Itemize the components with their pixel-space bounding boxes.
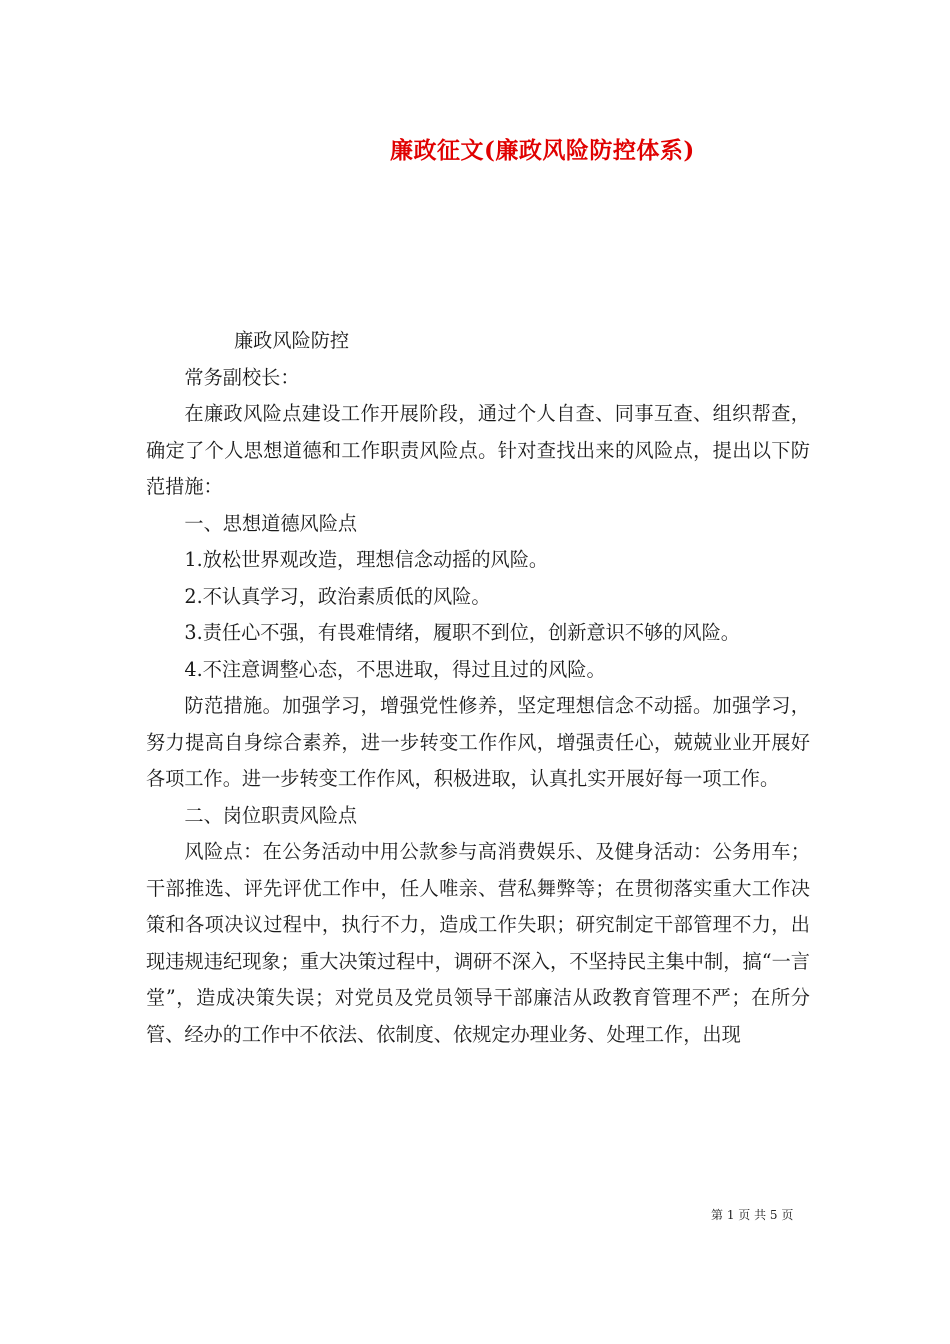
subheading: 廉政风险防控: [234, 329, 350, 352]
page-footer: 第 1 页 共 5 页: [711, 1208, 794, 1222]
list-item: 1.放松世界观改造，理想信念动摇的风险。: [184, 548, 549, 571]
paragraph: 在廉政风险点建设工作开展阶段，通过个人自查、同事互查、组织帮查，确定了个人思想道德和工作职责风险点。针对查找出来的风险点，提出以下防范措施：: [146, 402, 810, 498]
paragraph: 防范措施。加强学习，增强党性修养，坚定理想信念不动摇。加强学习，努力提高自身综合素养，进一步转变工作作风，增强责任心，兢兢业业开展好各项工作。进一步转变工作作风，积极进取，认真扎实开展好每一项工作。: [146, 694, 810, 790]
list-item: 2.不认真学习，政治素质低的风险。: [184, 584, 491, 608]
list-item: 3.责任心不强，有畏难情绪，履职不到位，创新意识不够的风险。: [184, 621, 740, 644]
document-body: [146, 323, 810, 1053]
paragraph: 常务副校长：: [184, 365, 300, 389]
document-title: 廉政征文(廉政风险防控体系): [390, 137, 695, 164]
paragraph: 风险点：在公务活动中用公款参与高消费娱乐、及健身活动：公务用车；干部推选、评先评优工作中，任人唯亲、营私舞弊等；在贯彻落实重大工作决策和各项决议过程中，执行不力，造成工作失职；研究制定干部管理不力，出现违规违纪现象；重大决策过程中，调研不深入，不坚持民主集中制，搞“一言堂”，造成决策失误；对党员及党员领导干部廉洁从政教育管理不严；在所分管、经办的工作中不依法、依制度、依规定办理业务、处理工作，出现: [146, 840, 810, 1046]
list-item: 4.不注意调整心态，不思进取，得过且过的风险。: [184, 657, 606, 681]
section-heading: 一、思想道德风险点: [184, 511, 358, 535]
section-heading: 二、岗位职责风险点: [184, 803, 358, 827]
